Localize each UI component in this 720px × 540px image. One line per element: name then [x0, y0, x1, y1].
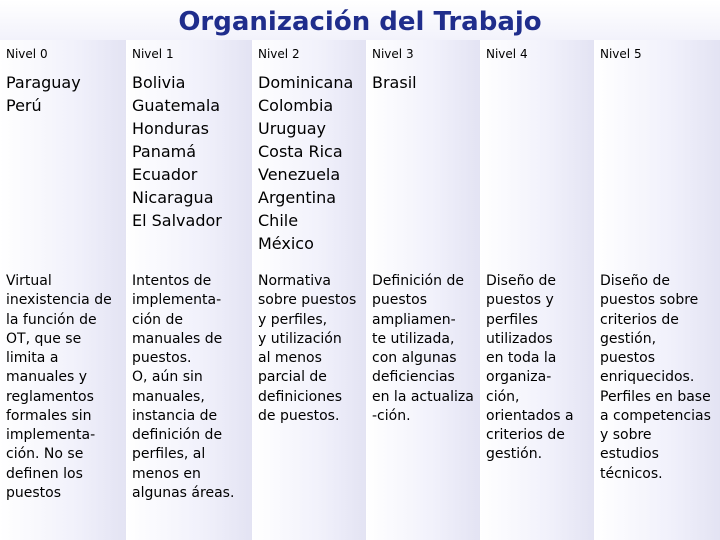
level-column-4 — [480, 40, 594, 540]
level-description: Definición de puestos ampliamen- te utilizada, con algunas deficiencias en la actualiza -ción. — [372, 273, 474, 424]
country-item: Bolivia — [132, 73, 186, 92]
country-item: Brasil — [372, 73, 417, 92]
country-list — [6, 71, 81, 117]
level-header: Nivel 3 — [372, 47, 414, 61]
level-description: Virtual inexistencia de la función de OT, que se limita a manuales y reglamentos formales sin implementa- ción. No se definen los puestos — [6, 273, 112, 501]
country-list — [132, 71, 222, 232]
country-item: Dominicana — [258, 73, 354, 92]
country-item: Chile — [258, 211, 299, 230]
country-item: Ecuador — [132, 165, 198, 184]
level-column-0 — [0, 40, 126, 540]
country-item: Paraguay — [6, 73, 81, 92]
country-item: Costa Rica — [258, 142, 343, 161]
level-column-1 — [126, 40, 252, 540]
page-title: Organización del Trabajo — [0, 0, 720, 40]
country-item: México — [258, 234, 314, 253]
country-item: Colombia — [258, 96, 334, 115]
level-column-5 — [594, 40, 720, 540]
level-description: Diseño de puestos y perfiles utilizados en toda la organiza- ción, orientados a criterios de gestión. — [486, 273, 574, 463]
level-column-2 — [252, 40, 366, 540]
level-header: Nivel 4 — [486, 47, 528, 61]
country-item: Guatemala — [132, 96, 221, 115]
country-item: Honduras — [132, 119, 209, 138]
country-item: Uruguay — [258, 119, 326, 138]
level-header: Nivel 5 — [600, 47, 642, 61]
country-item: Nicaragua — [132, 188, 214, 207]
level-column-3 — [366, 40, 480, 540]
level-description: Normativa sobre puestos y perfiles, y utilización al menos parcial de definiciones de puestos. — [258, 273, 357, 424]
country-list — [258, 71, 353, 255]
level-description: Diseño de puestos sobre criterios de gestión, puestos enriquecidos. Perfiles en base a competencias y sobre estudios técnicos. — [600, 273, 711, 482]
level-header: Nivel 0 — [6, 47, 48, 61]
country-list — [372, 71, 417, 94]
country-item: Argentina — [258, 188, 337, 207]
level-header: Nivel 2 — [258, 47, 300, 61]
level-description: Intentos de implementa- ción de manuales de puestos. O, aún sin manuales, instancia de definición de perfiles, al menos en algunas áreas. — [132, 273, 235, 501]
country-item: El Salvador — [132, 211, 222, 230]
country-item: Perú — [6, 96, 42, 115]
country-item: Panamá — [132, 142, 197, 161]
country-item: Venezuela — [258, 165, 341, 184]
level-header: Nivel 1 — [132, 47, 174, 61]
